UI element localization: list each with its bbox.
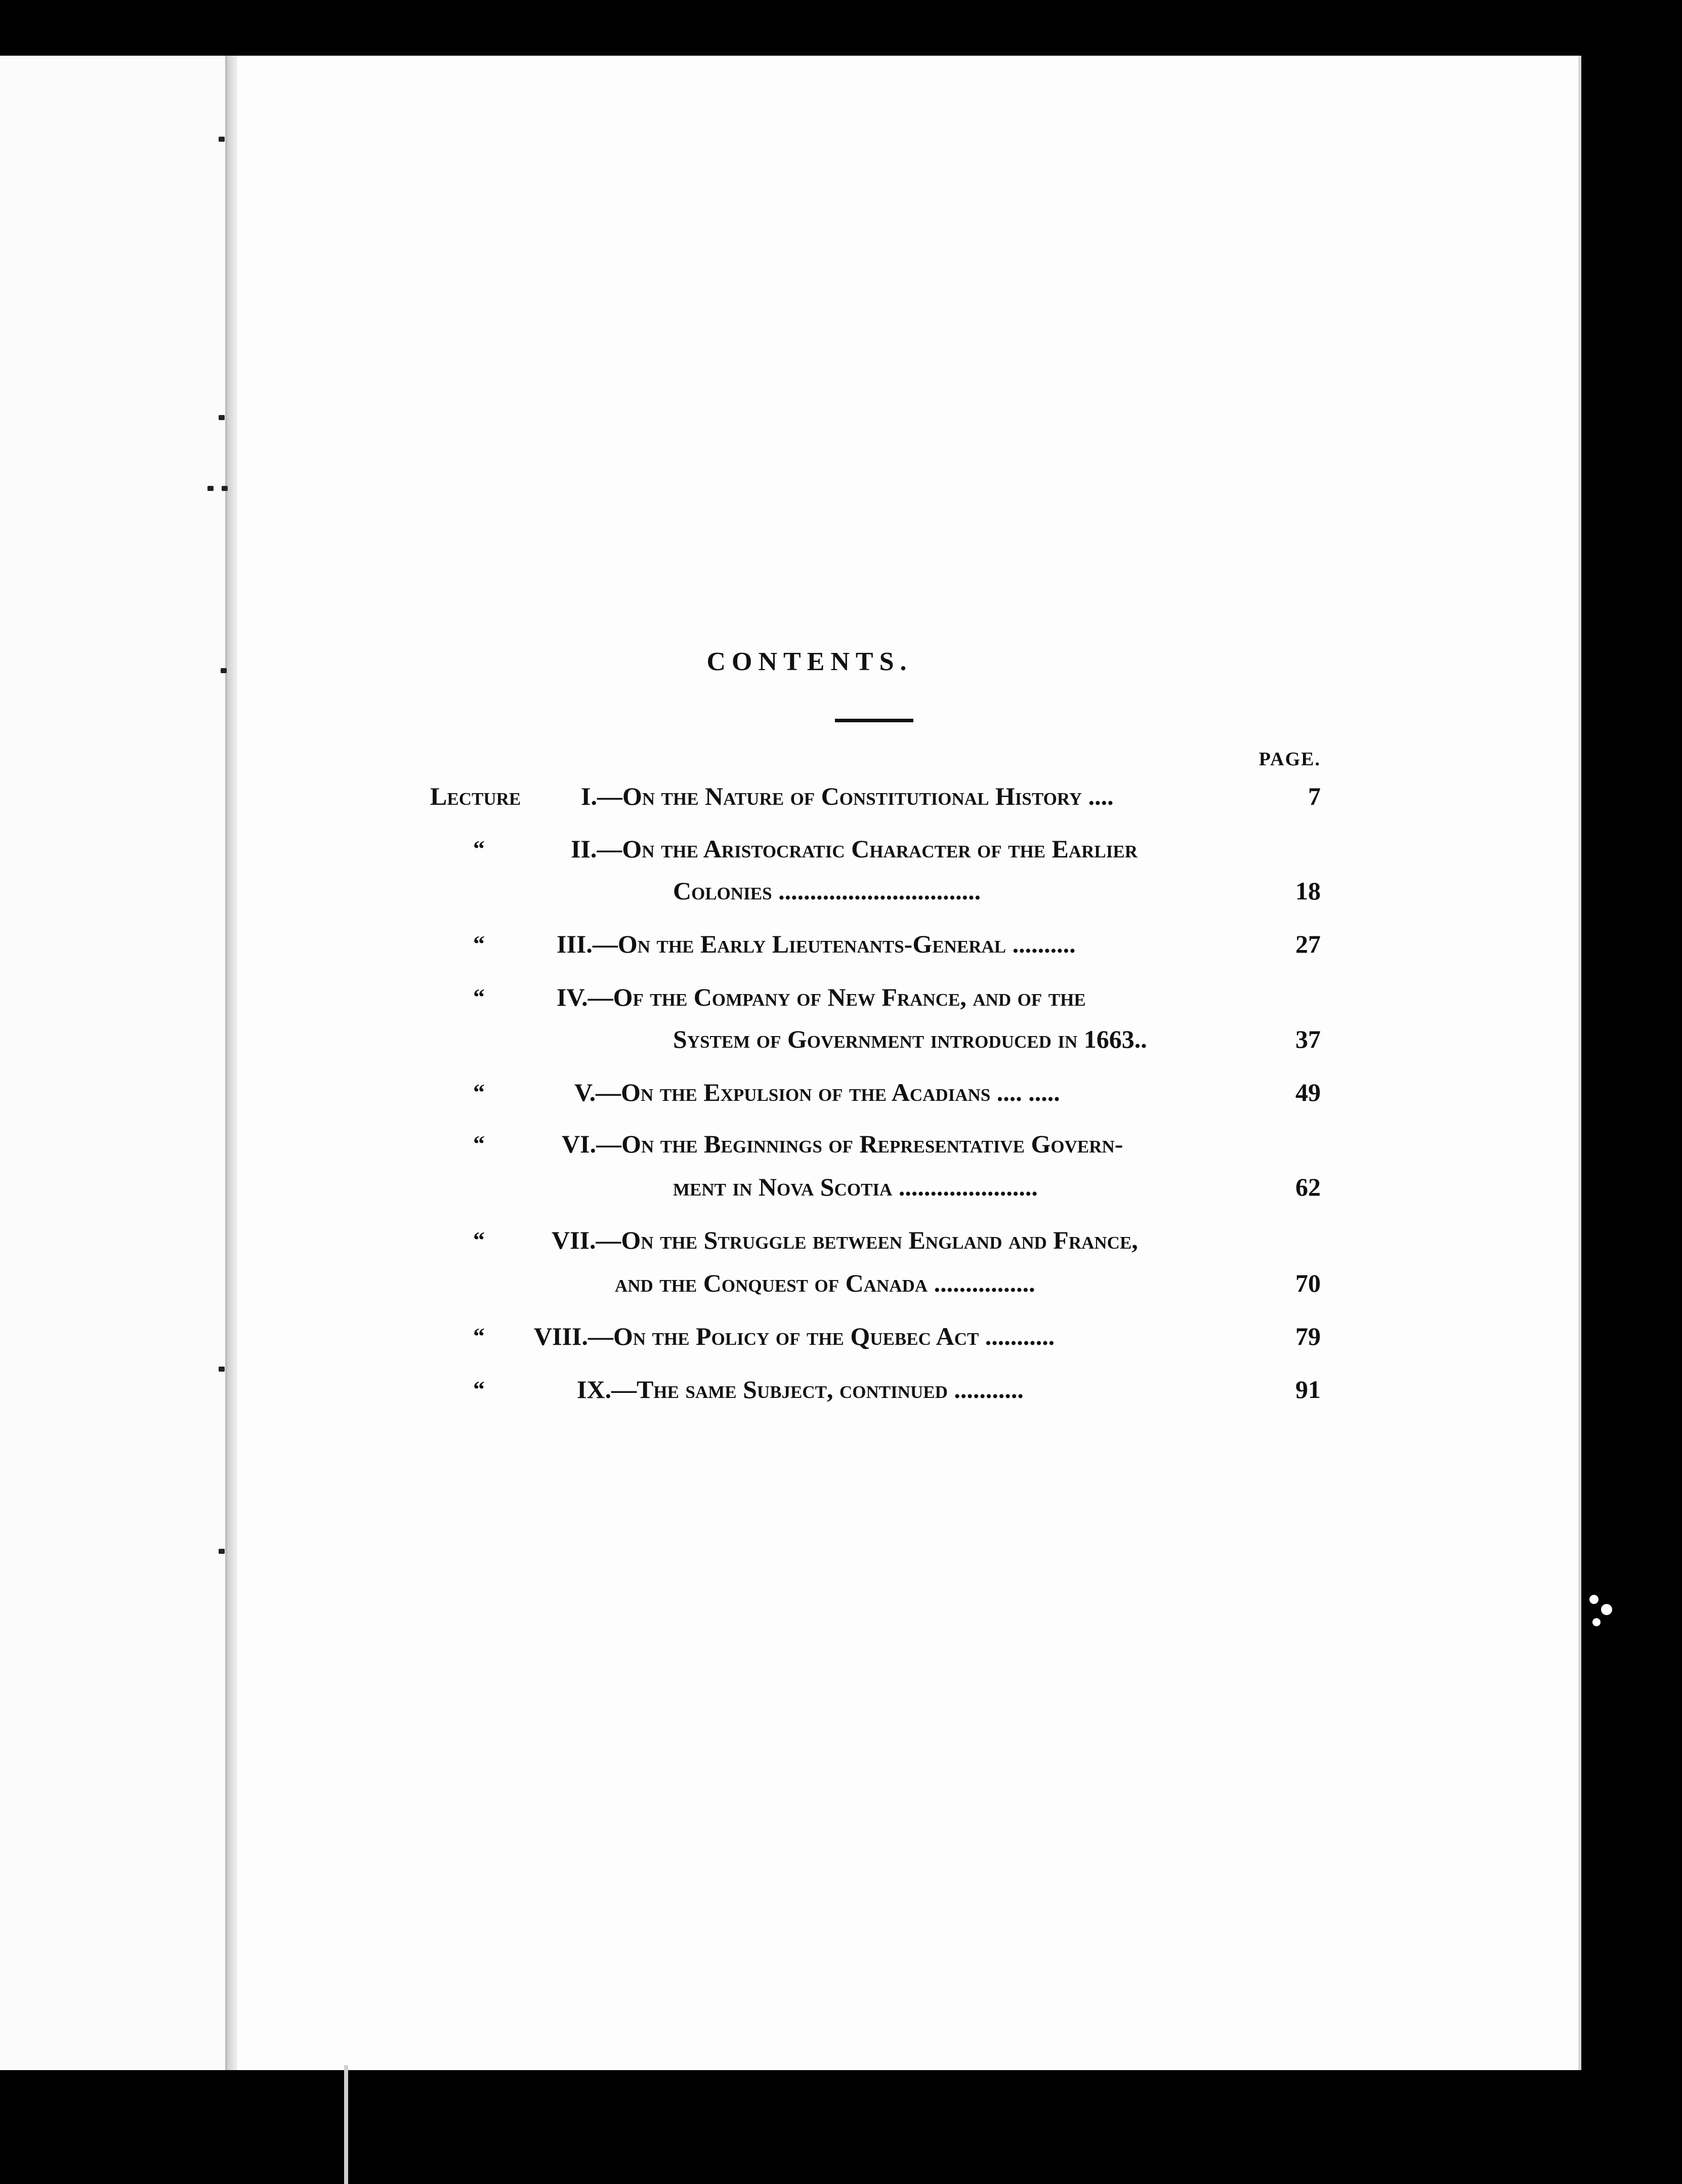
toc-entry xyxy=(0,778,1682,814)
margin-speck xyxy=(207,486,214,491)
title-rule xyxy=(835,719,913,722)
toc-entry xyxy=(0,1126,1682,1162)
margin-speck xyxy=(219,137,225,142)
ditto-mark: “ xyxy=(473,984,485,1010)
entry-title: VI.—On the Beginnings of Representative Govern- xyxy=(562,1130,1123,1158)
entry-title: I.—On the Nature of Constitutional History .... xyxy=(581,782,1114,810)
toc-entry xyxy=(0,1318,1682,1354)
entry-title: II.—On the Aristocratic Character of the Earlier xyxy=(571,835,1138,863)
toc-entry-continuation xyxy=(0,1169,1682,1205)
ditto-mark: “ xyxy=(473,1323,485,1349)
ditto-mark: “ xyxy=(473,1079,485,1105)
contents-page xyxy=(237,56,1581,2070)
ditto-mark: “ xyxy=(473,1376,485,1402)
margin-speck xyxy=(222,486,228,491)
bottom-edge-line xyxy=(344,2065,348,2184)
page-number: 70 xyxy=(1295,1269,1321,1297)
entry-title-cont: and the Conquest of Canada ................ xyxy=(615,1269,1035,1297)
book-gutter xyxy=(227,56,237,2070)
entry-title: V.—On the Expulsion of the Acadians .... ..... xyxy=(574,1078,1060,1106)
entry-title-cont: System of Government introduced in 1663.. xyxy=(673,1025,1147,1053)
page-edge-marks xyxy=(1584,1589,1619,1635)
ditto-mark: “ xyxy=(473,1227,485,1253)
page-column-label: PAGE. xyxy=(1258,749,1321,770)
margin-speck xyxy=(219,1367,225,1372)
entry-title: IX.—The same Subject, continued ........... xyxy=(577,1375,1024,1404)
toc-entry-continuation xyxy=(0,873,1682,909)
margin-speck xyxy=(219,1549,225,1554)
page-number: 27 xyxy=(1295,930,1321,958)
page-number: 91 xyxy=(1295,1375,1321,1404)
entry-title: VII.—On the Struggle between England and France, xyxy=(552,1226,1138,1254)
toc-entry xyxy=(0,831,1682,867)
left-page-edge xyxy=(0,56,227,2070)
toc-entry-continuation xyxy=(0,1021,1682,1057)
entry-title-cont: ment in Nova Scotia ...................... xyxy=(673,1173,1038,1201)
toc-entry xyxy=(0,1372,1682,1407)
page-number: 79 xyxy=(1295,1322,1321,1350)
toc-entry-continuation xyxy=(0,1265,1682,1301)
entry-title: VIII.—On the Policy of the Quebec Act ........... xyxy=(534,1322,1055,1350)
toc-entry xyxy=(0,979,1682,1015)
page-number: 37 xyxy=(1295,1025,1321,1053)
ditto-mark: “ xyxy=(473,1131,485,1157)
lecture-label: Lecture xyxy=(430,782,521,810)
ditto-mark: “ xyxy=(473,931,485,957)
toc-entry xyxy=(0,1075,1682,1110)
toc-entry xyxy=(0,1222,1682,1258)
ditto-mark: “ xyxy=(473,836,485,861)
entry-title: III.—On the Early Lieutenants-General .......... xyxy=(557,930,1076,958)
entry-title-cont: Colonies ................................ xyxy=(673,877,981,905)
page-title: CONTENTS. xyxy=(706,647,913,676)
margin-speck xyxy=(219,415,225,420)
toc-entry xyxy=(0,926,1682,962)
page-number: 18 xyxy=(1295,877,1321,905)
page-number: 62 xyxy=(1295,1173,1321,1201)
page-number: 7 xyxy=(1308,782,1321,810)
margin-speck xyxy=(221,668,227,673)
page-number: 49 xyxy=(1295,1078,1321,1106)
entry-title: IV.—Of the Company of New France, and of the xyxy=(557,983,1086,1011)
